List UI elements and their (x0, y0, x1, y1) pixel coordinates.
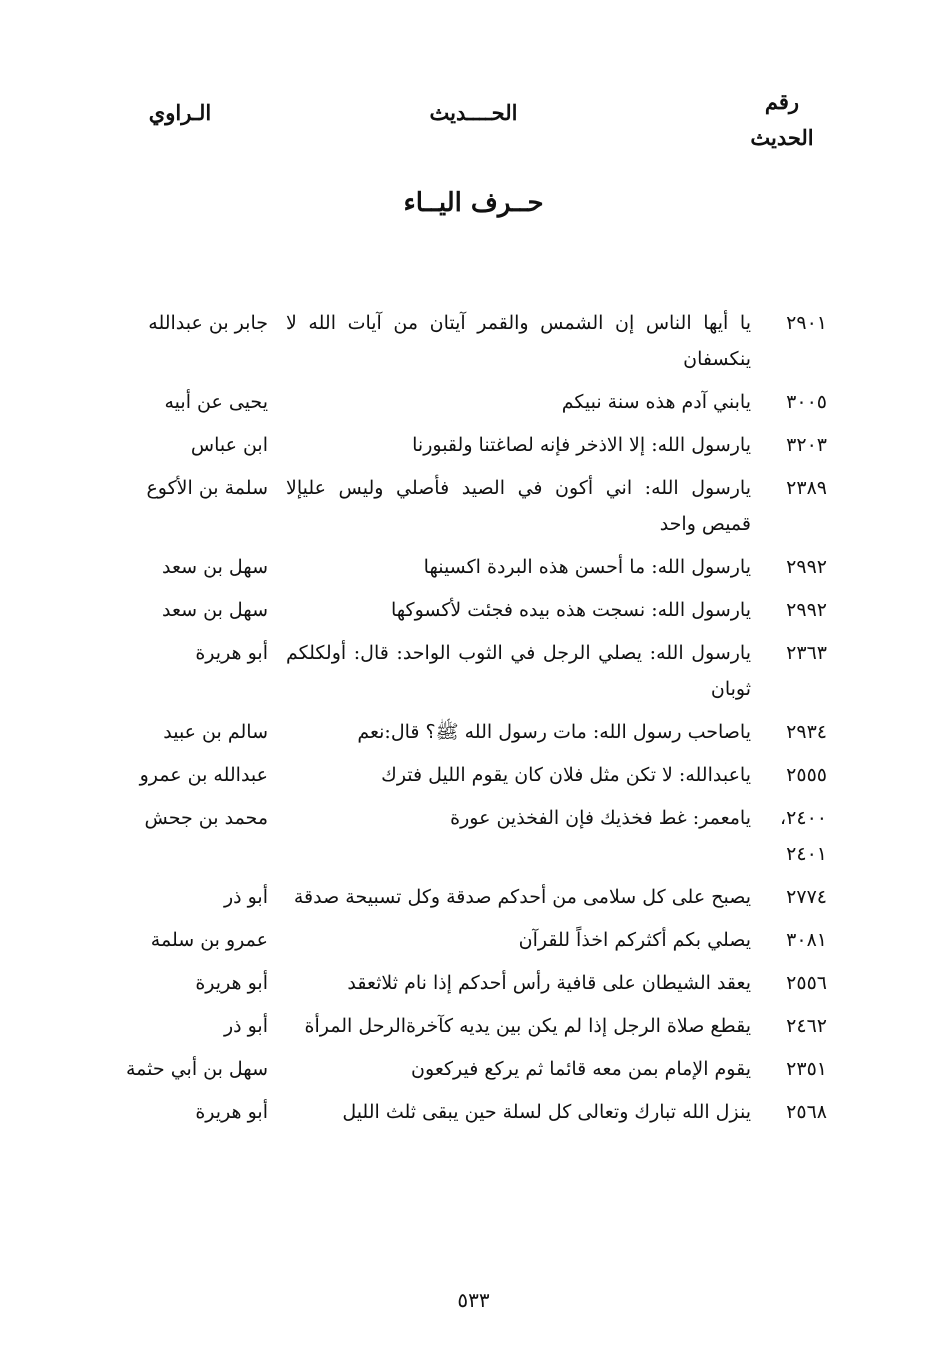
column-header-narrator: الـراوي (148, 100, 212, 125)
hadith-number: ٢٤٠٠، ٢٤٠١ (780, 807, 827, 865)
hadith-entry (92, 1094, 827, 1130)
hadith-text: يصلي بكم أكثركم اخذاً للقرآن (518, 929, 751, 951)
hadith-entry (92, 800, 827, 872)
hadith-narrator: سهل بن سعد (162, 599, 268, 621)
column-header-number-line2: الحديث (750, 125, 814, 150)
hadith-text: يقوم الإمام بمن معه قائما ثم يركع فيركعون (411, 1058, 751, 1080)
hadith-text: يارسول الله: إلا الاذخر فإنه لصاغتنا ولقبورنا (412, 434, 751, 456)
hadith-text: يارسول الله: اني أكون في الصيد فأصلي وليس عليإلا قميص واحد (286, 477, 751, 535)
section-title: حــرف اليــاء (403, 188, 544, 218)
hadith-entry (92, 1051, 827, 1087)
hadith-entry (92, 427, 827, 463)
hadith-entry (92, 879, 827, 915)
hadith-entry (92, 965, 827, 1001)
hadith-text: ياصاحب رسول الله: مات رسول الله ﷺ؟ قال:نعم (357, 721, 751, 743)
hadith-narrator: أبو ذر (223, 1015, 268, 1037)
hadith-number: ٢٩٣٤ (786, 721, 827, 743)
hadith-narrator: أبو هريرة (195, 642, 268, 664)
hadith-entry (92, 922, 827, 958)
hadith-narrator: عمرو بن سلمة (150, 929, 268, 951)
hadith-text: يعقد الشيطان على قافية رأس أحدكم إذا نام ثلاثعقد (347, 972, 751, 994)
hadith-narrator: سالم بن عبيد (163, 721, 268, 743)
hadith-number: ٢٥٥٦ (786, 972, 827, 994)
hadith-entry (92, 549, 827, 585)
hadith-narrator: ابن عباس (190, 434, 268, 456)
hadith-entry (92, 757, 827, 793)
hadith-number: ٢٩٩٢ (786, 599, 827, 621)
hadith-narrator: يحيى عن أبيه (164, 391, 268, 413)
hadith-number: ٣٠٨١ (786, 929, 827, 951)
hadith-text: يارسول الله: نسجت هذه بيده فجئت لأكسوكها (390, 599, 751, 621)
hadith-text: يقطع صلاة الرجل إذا لم يكن بين يديه كآخرةالرحل المرأة (304, 1015, 751, 1037)
hadith-entry (92, 305, 827, 377)
hadith-narrator: عبدالله بن عمرو (139, 764, 268, 786)
hadith-narrator: سهل بن أبي حثمة (126, 1058, 268, 1080)
hadith-number: ٢٣٥١ (786, 1058, 827, 1080)
hadith-number: ٢٧٧٤ (786, 886, 827, 908)
hadith-text: يارسول الله: ما أحسن هذه البردة اكسينها (423, 556, 751, 578)
hadith-narrator: سلمة بن الأكوع (146, 477, 268, 499)
hadith-text: يا أيها الناس إن الشمس والقمر آيتان من آيات الله لا ينكسفان (286, 312, 751, 370)
hadith-entry (92, 635, 827, 707)
hadith-narrator: سهل بن سعد (162, 556, 268, 578)
page-number: ٥٣٣ (457, 1288, 490, 1312)
column-header-hadith: الحــــديث (429, 100, 518, 125)
hadith-number: ٢٣٦٣ (786, 642, 827, 664)
hadith-number: ٢٥٦٨ (786, 1101, 827, 1123)
hadith-entry (92, 384, 827, 420)
hadith-narrator: محمد بن جحش (144, 807, 268, 829)
hadith-number: ٣٠٠٥ (786, 391, 827, 413)
hadith-narrator: جابر بن عبدالله (148, 312, 268, 334)
hadith-text: ينزل الله تبارك وتعالى كل لسلة حين يبقى ثلث الليل (342, 1101, 751, 1123)
hadith-text: يصبح على كل سلامى من أحدكم صدقة وكل تسبيحة صدقة (293, 886, 751, 908)
hadith-text: ياعبدالله: لا تكن مثل فلان كان يقوم الليل فترك (381, 764, 751, 786)
hadith-narrator: أبو هريرة (195, 1101, 268, 1123)
hadith-number: ٢٩٠١ (786, 312, 827, 334)
column-header-number-line1: رقم (764, 89, 800, 114)
hadith-number: ٢٣٨٩ (786, 477, 827, 499)
hadith-number: ٢٥٥٥ (786, 764, 827, 786)
hadith-number: ٣٢٠٣ (786, 434, 827, 456)
hadith-text: يارسول الله: يصلي الرجل في الثوب الواحد: قال: أولكلكم ثوبان (286, 642, 751, 700)
hadith-text: يامعمر: غط فخذيك فإن الفخذين عورة (450, 807, 751, 829)
hadith-number: ٢٤٦٢ (786, 1015, 827, 1037)
hadith-narrator: أبو ذر (223, 886, 268, 908)
hadith-text: يابني آدم هذه سنة نبيكم (561, 391, 751, 413)
hadith-number: ٢٩٩٢ (786, 556, 827, 578)
hadith-entry (92, 470, 827, 542)
hadith-narrator: أبو هريرة (195, 972, 268, 994)
hadith-entry (92, 1008, 827, 1044)
hadith-index-list (92, 305, 827, 1137)
hadith-entry (92, 592, 827, 628)
hadith-entry (92, 714, 827, 750)
